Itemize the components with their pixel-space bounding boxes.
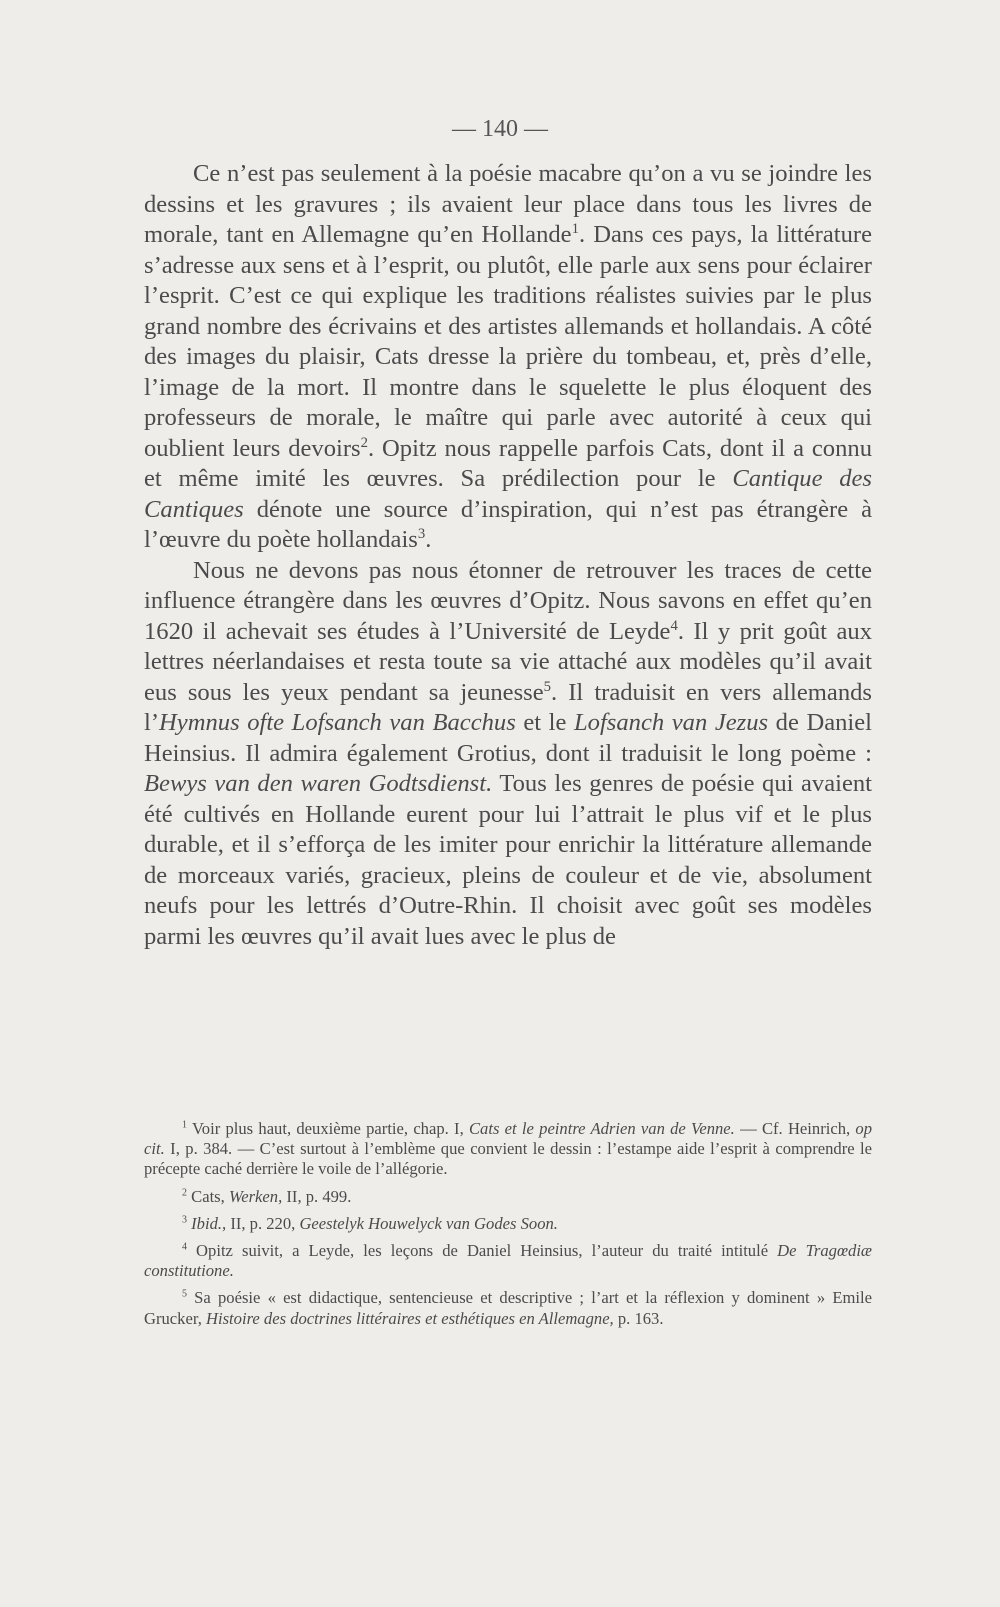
footnote-marker: 4 bbox=[182, 1241, 187, 1253]
footnote-marker: 1 bbox=[182, 1119, 187, 1131]
italic-text: Cantique des Cantiques bbox=[144, 465, 872, 523]
text-segment: . Il y prit goût aux lettres néerlandaises et resta toute sa vie attaché aux modèles qu’il avait eus sous les yeux pendant sa jeunesse bbox=[144, 617, 872, 706]
italic-text: Lofsanch van Jezus bbox=[574, 709, 769, 736]
text-segment: dénote une source d’inspiration, qui n’est pas étrangère à l’œuvre du poète hollandais bbox=[144, 495, 872, 553]
footnotes bbox=[144, 1119, 872, 1336]
text-segment: . bbox=[425, 526, 432, 553]
text-segment: . Dans ces pays, la littérature s’adresse aux sens et à l’esprit, ou plutôt, elle parle aux sens pour éclairer l’esprit. C’est ce qui explique les traditions réalistes suivies par le plus grand nombre des écrivains et des artistes allemands et hollandais. A côté des images du plaisir, Cats dresse la prière du tombeau, et, près d’elle, l’image de la mort. Il montre dans le squelette le plus éloquent des professeurs de morale, le maître qui parle avec autorité à ceux qui oublient leurs devoirs bbox=[144, 221, 873, 462]
text-segment: Ce n’est pas seulement à la poésie macabre qu’on a vu se joindre les dessins et les gravures ; ils avaient leur place dans tous les livres de morale, tant en Allemagne qu’en Hollande bbox=[144, 160, 872, 248]
italic-text: Histoire des doctrines littéraires et esthétiques en Allemagne, bbox=[206, 1308, 614, 1328]
footnote bbox=[144, 1214, 872, 1234]
footnote-marker: 5 bbox=[182, 1288, 187, 1300]
footnote bbox=[144, 1187, 872, 1207]
text-segment: . Il traduisit en vers allemands l’ bbox=[144, 678, 872, 736]
footnote-marker: 2 bbox=[360, 434, 368, 451]
paragraph bbox=[144, 159, 872, 556]
footnote bbox=[144, 1119, 872, 1180]
footnote-marker: 1 bbox=[571, 220, 579, 237]
italic-text: Cats et le peintre Adrien van de Venne. bbox=[468, 1119, 735, 1138]
main-text bbox=[144, 159, 872, 952]
text-segment: II, p. 220, bbox=[226, 1213, 300, 1233]
text-segment: II, p. 499. bbox=[282, 1186, 352, 1206]
text-segment: Cats, bbox=[186, 1186, 229, 1206]
text-segment: Voir plus haut, deuxième partie, chap. I, bbox=[186, 1119, 469, 1138]
text-segment: Sa poésie « est didactique, sentencieuse et descriptive ; l’art et la réflexion y dominent » Emile Grucker, bbox=[144, 1288, 872, 1328]
text-segment: de Daniel Heinsius. Il admira également Grotius, dont il traduisit le long poème : bbox=[144, 709, 873, 767]
text-segment: . Opitz nous rappelle parfois Cats, dont il a connu et même imité les œuvres. Sa prédilection pour le bbox=[144, 434, 872, 492]
text-segment: — Cf. Heinrich, bbox=[734, 1119, 856, 1138]
page-number: — 140 — bbox=[452, 116, 548, 142]
text-segment: Tous les genres de poésie qui avaient été cultivés en Hollande eurent pour lui l’attrait le plus vif et le plus durable, et il s’efforça de les imiter pour enrichir la littérature allemande de morceaux variés, gracieux, pleins de couleur et de vie, absolument neufs pour les lettrés d’Outre-Rhin. Il choisit avec goût ses modèles parmi les œuvres qu’il avait lues avec le plus de bbox=[144, 770, 873, 950]
text-segment: I, p. 384. — C’est surtout à l’emblème que convient le dessin : l’estampe aide l’esprit à comprendre le précepte caché derrière le voile de l’allégorie. bbox=[144, 1139, 872, 1179]
italic-text: op cit. bbox=[144, 1119, 872, 1159]
text-segment: et le bbox=[515, 709, 574, 736]
italic-text: De Tragœdiæ constitutione. bbox=[144, 1241, 873, 1281]
italic-text: Bewys van den waren Godtsdienst. bbox=[144, 770, 493, 797]
text-segment: p. 163. bbox=[613, 1308, 664, 1328]
footnote-marker: 5 bbox=[543, 678, 552, 695]
italic-text: Ibid., bbox=[191, 1213, 227, 1233]
footnote-marker: 3 bbox=[182, 1214, 187, 1226]
footnote-marker: 2 bbox=[182, 1187, 187, 1199]
italic-text: Geestelyk Houwelyck van Godes Soon. bbox=[299, 1213, 558, 1233]
footnote-marker: 4 bbox=[670, 617, 678, 634]
footnote bbox=[144, 1241, 872, 1281]
text-segment: Opitz suivit, a Leyde, les leçons de Daniel Heinsius, l’auteur du traité intitulé bbox=[186, 1241, 778, 1261]
italic-text: Hymnus ofte Lofsanch van Bacchus bbox=[159, 709, 516, 736]
italic-text: Werken, bbox=[228, 1186, 283, 1206]
paragraph bbox=[144, 556, 872, 953]
footnote bbox=[144, 1288, 872, 1328]
footnote-marker: 3 bbox=[417, 525, 426, 542]
text-segment: Nous ne devons pas nous étonner de retrouver les traces de cette influence étrangère dans les œuvres d’Opitz. Nous savons en effet qu’en 1620 il achevait ses études à l’Université de Leyde bbox=[144, 556, 872, 645]
